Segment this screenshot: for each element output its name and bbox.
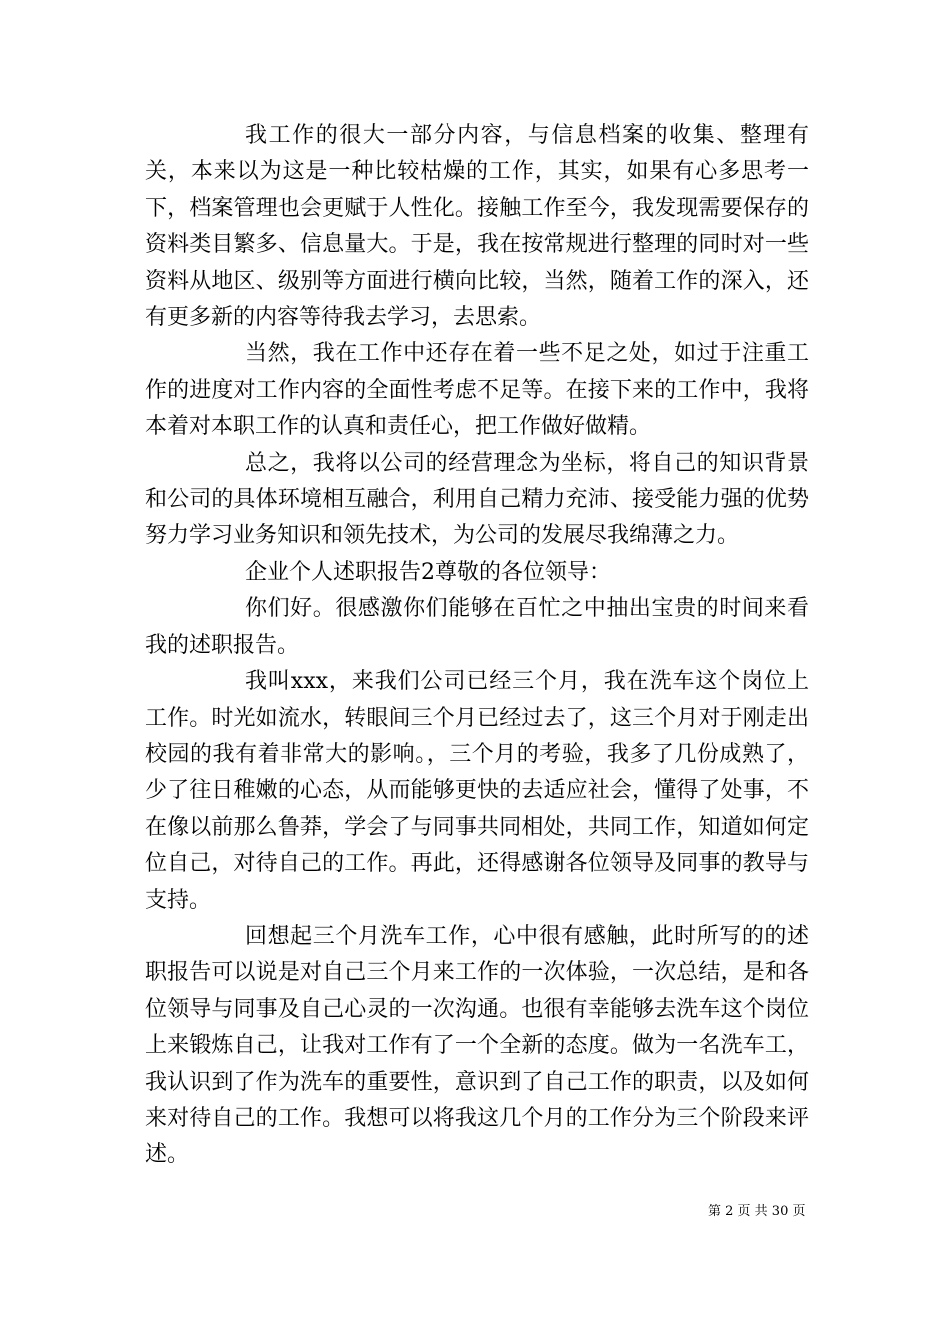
document-body	[145, 118, 809, 1174]
paragraph-reflection: 回想起三个月洗车工作，心中很有感触，此时所写的的述职报告可以说是对自己三个月来工作的一次体验，一次总结，是和各位领导与同事及自己心灵的一次沟通。也很有幸能够去洗车这个岗位上来锻炼自己，让我对工作有了一个全新的态度。做为一名洗车工，我认识到了作为洗车的重要性，意识到了自己工作的职责，以及如何来对待自己的工作。我想可以将我这几个月的工作分为三个阶段来评述。	[145, 923, 809, 1168]
paragraph-greeting: 你们好。很感激你们能够在百忙之中抽出宝贵的时间来看我的述职报告。	[145, 596, 809, 658]
paragraph-shortcomings: 当然，我在工作中还存在着一些不足之处，如过于注重工作的进度对工作内容的全面性考虑不足等。在接下来的工作中，我将本着对本职工作的认真和责任心，把工作做好做精。	[145, 341, 809, 440]
paragraph-report-title-salutation: 企业个人述职报告2尊敬的各位领导：	[245, 559, 611, 585]
paragraph-archive-work: 我工作的很大一部分内容，与信息档案的收集、整理有关，本来以为这是一种比较枯燥的工作，其实，如果有心多思考一下，档案管理也会更赋于人性化。接触工作至今，我发现需要保存的资料类目繁多、信息量大。于是，我在按常规进行整理的同时对一些资料从地区、级别等方面进行横向比较，当然，随着工作的深入，还有更多新的内容等待我去学习，去思索。	[145, 123, 809, 331]
paragraph-conclusion: 总之，我将以公司的经营理念为坐标，将自己的知识背景和公司的具体环境相互融合，利用自己精力充沛、接受能力强的优势努力学习业务知识和领先技术，为公司的发展尽我绵薄之力。	[145, 450, 809, 549]
page-number: 第 2 页 共 30 页	[708, 1204, 806, 1219]
paragraph-introduction: 我叫xxx，来我们公司已经三个月，我在洗车这个岗位上工作。时光如流水，转眼间三个月已经过去了，这三个月对于刚走出校园的我有着非常大的影响。，三个月的考验，我多了几份成熟了，少了往日稚嫩的心态，从而能够更快的去适应社会，懂得了处事，不在像以前那么鲁莽，学会了与同事共同相处，共同工作，知道如何定位自己，对待自己的工作。再此，还得感谢各位领导及同事的教导与支持。	[145, 669, 809, 913]
